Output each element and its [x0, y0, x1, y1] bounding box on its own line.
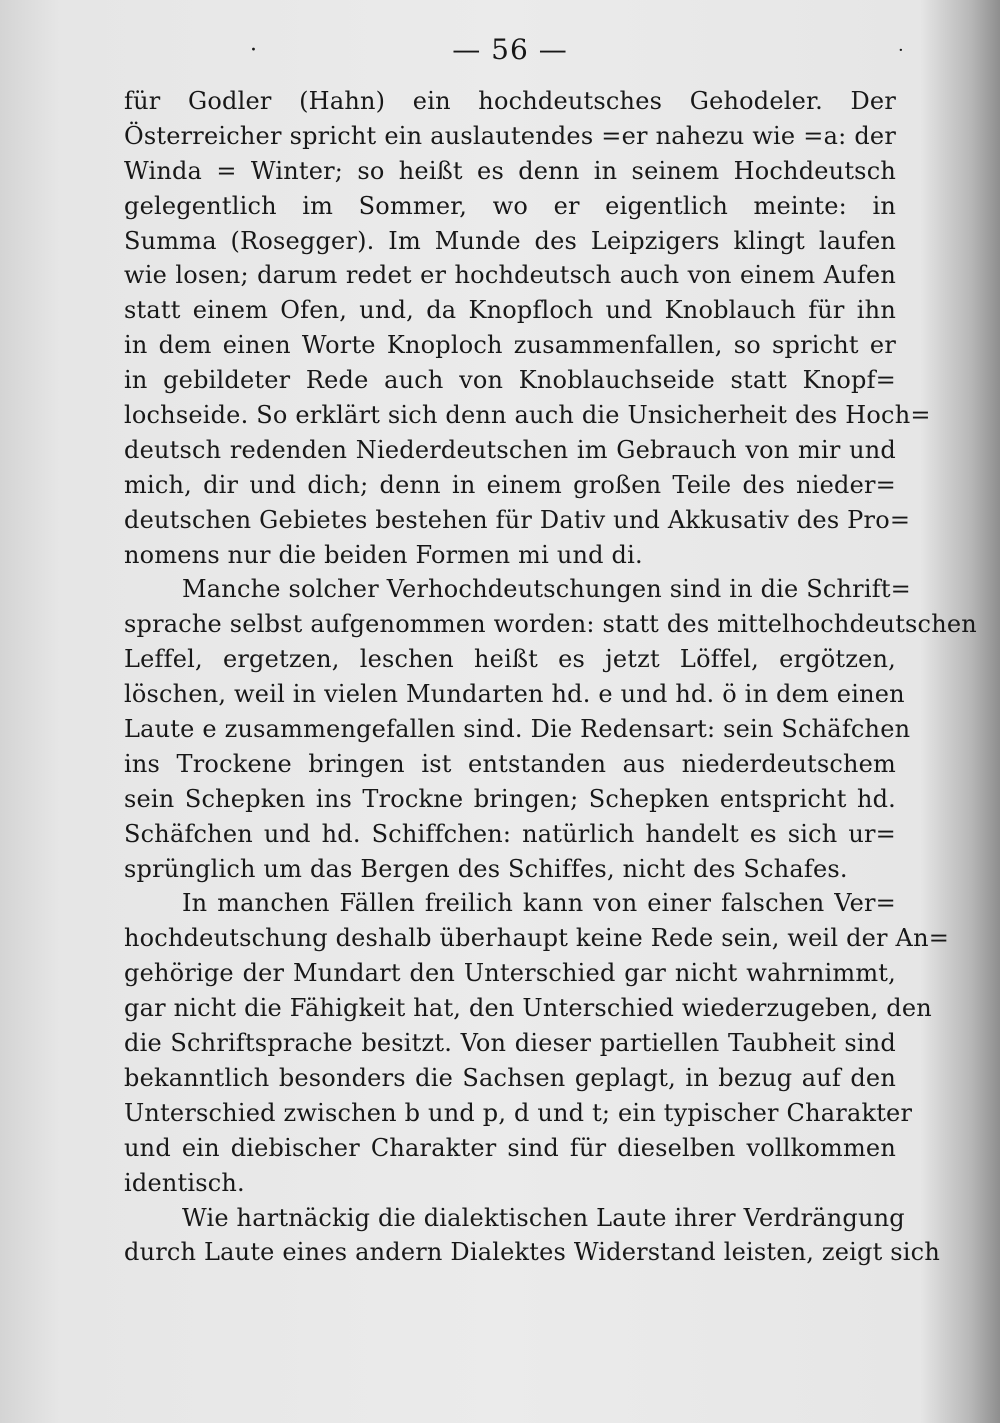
- text-line: und ein diebischer Charakter sind für dieselben vollkommen: [124, 1133, 896, 1162]
- text-line: für Godler (Hahn) ein hochdeutsches Gehodeler. Der: [124, 87, 896, 115]
- text-line: hochdeutschung deshalb überhaupt keine Rede sein, weil der An=: [124, 924, 950, 953]
- text-line: löschen, weil in vielen Mundarten hd. e und hd. ö in dem einen: [124, 680, 905, 709]
- text-line: In manchen Fällen freilich kann von einer falschen Ver=: [182, 889, 896, 918]
- text-line: Winda = Winter; so heißt es denn in seinem Hochdeutsch: [124, 156, 896, 185]
- text-line: Wie hartnäckig die dialektischen Laute ihrer Verdrängung: [182, 1203, 905, 1232]
- text-line: Laute e zusammengefallen sind. Die Redensart: sein Schäfchen: [124, 715, 911, 744]
- text-line: in gebildeter Rede auch von Knoblauchseide statt Knopf=: [124, 366, 896, 395]
- text-line: Leffel, ergetzen, leschen heißt es jetzt Löffel, ergötzen,: [124, 645, 896, 674]
- text-line: statt einem Ofen, und, da Knopfloch und Knoblauch für ihn: [124, 296, 896, 325]
- text-line: die Schriftsprache besitzt. Von dieser partiellen Taubheit sind: [124, 1029, 896, 1058]
- text-line: durch Laute eines andern Dialektes Widerstand leisten, zeigt sich: [124, 1238, 940, 1267]
- text-line: in dem einen Worte Knoploch zusammenfallen, so spricht er: [124, 331, 896, 360]
- text-line: ins Trockene bringen ist entstanden aus niederdeutschem: [124, 749, 896, 778]
- text-line: Manche solcher Verhochdeutschungen sind in die Schrift=: [182, 575, 911, 604]
- text-line: gehörige der Mundart den Unterschied gar nicht wahrnimmt,: [124, 959, 896, 988]
- text-line: identisch.: [124, 1168, 245, 1197]
- text-line: deutsch redenden Niederdeutschen im Gebrauch von mir und: [124, 435, 896, 464]
- text-line: nomens nur die beiden Formen mi und di.: [124, 540, 643, 569]
- text-line: Schäfchen und hd. Schiffchen: natürlich handelt es sich ur=: [124, 819, 896, 848]
- text-line: sprache selbst aufgenommen worden: statt des mittelhochdeutschen: [124, 610, 977, 639]
- text-line: gelegentlich im Sommer, wo er eigentlich meinte: in: [124, 191, 896, 220]
- paragraph: [124, 572, 977, 886]
- text-line: Unterschied zwischen b und p, d und t; ein typischer Charakter: [124, 1098, 913, 1127]
- text-line: deutschen Gebietes bestehen für Dativ und Akkusativ des Pro=: [124, 505, 911, 534]
- page-number: — 56 —: [452, 33, 568, 66]
- text-line: gar nicht die Fähigkeit hat, den Unterschied wiederzugeben, den: [124, 994, 932, 1023]
- paragraph: [124, 1201, 940, 1271]
- text-line: wie losen; darum redet er hochdeutsch auch von einem Aufen: [124, 261, 896, 290]
- text-line: bekanntlich besonders die Sachsen geplagt, in bezug auf den: [124, 1063, 896, 1092]
- paragraph: [124, 886, 950, 1200]
- left-margin-mark: ·: [250, 38, 257, 63]
- right-margin-mark: ·: [898, 40, 904, 61]
- text-line: Summa (Rosegger). Im Munde des Leipzigers klingt laufen: [124, 226, 896, 255]
- text-line: sprünglich um das Bergen des Schiffes, nicht des Schafes.: [124, 854, 848, 883]
- body-text: [124, 84, 977, 1270]
- text-line: lochseide. So erklärt sich denn auch die Unsicherheit des Hoch=: [124, 401, 931, 430]
- text-line: Österreicher spricht ein auslautendes =er nahezu wie =a: der: [124, 121, 896, 150]
- text-line: mich, dir und dich; denn in einem großen Teile des nieder=: [124, 470, 896, 499]
- text-line: sein Schepken ins Trockne bringen; Schepken entspricht hd.: [124, 784, 896, 813]
- page-header: [0, 30, 1000, 70]
- paragraph: [124, 84, 931, 572]
